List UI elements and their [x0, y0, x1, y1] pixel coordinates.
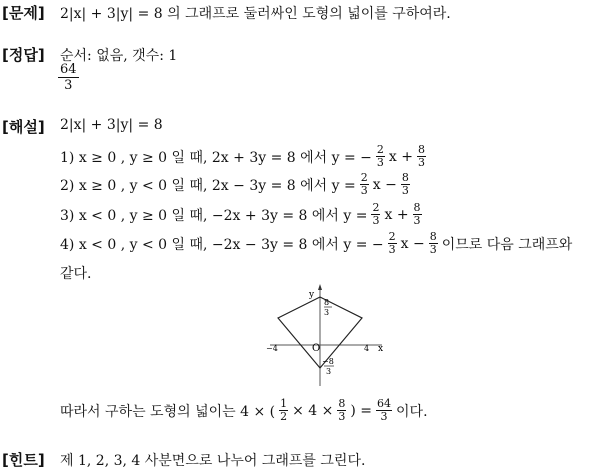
- fraction-num: 2: [388, 230, 396, 243]
- solution-case-line: [60, 231, 572, 256]
- case-intercept-fraction: [413, 202, 422, 227]
- solution-equation: 2|x| + 3|y| = 8: [60, 117, 163, 133]
- case-prefix: 4) x < 0 , y < 0 일 때, −2x − 3y = 8 에서 y = −: [60, 236, 384, 253]
- y-axis-label: y: [309, 290, 315, 300]
- answer-fraction-num: 64: [60, 62, 77, 77]
- fraction-den: 3: [413, 214, 421, 227]
- case-mid: x −: [372, 176, 397, 193]
- top-vertex-label-den: 3: [324, 308, 330, 317]
- origin-label: O: [312, 343, 321, 354]
- problem-tag: [문제]: [2, 4, 45, 22]
- case-prefix: 1) x ≥ 0 , y ≥ 0 일 때, 2x + 3y = 8 에서 y = −: [60, 149, 372, 166]
- case-intercept-fraction: [417, 144, 426, 169]
- conclusion-fraction-1: [279, 398, 288, 423]
- answer-fraction: [58, 62, 79, 93]
- fraction-den: 3: [372, 214, 380, 227]
- answer-tag: [정답]: [2, 46, 45, 64]
- solution-continuation: 같다.: [60, 266, 92, 282]
- fraction-num: 1: [280, 397, 288, 410]
- fraction-den: 3: [418, 156, 425, 169]
- fraction-num: 8: [401, 171, 409, 184]
- conclusion-mid-1: × 4 ×: [292, 402, 334, 419]
- fraction-den: 3: [401, 184, 409, 197]
- case-slope-fraction: [376, 144, 385, 169]
- case-mid: x −: [400, 235, 425, 252]
- top-vertex-label-num: 8: [324, 298, 330, 307]
- fraction-den: 3: [360, 184, 368, 197]
- solution-tag: [해설]: [2, 118, 45, 136]
- fraction-num: 8: [418, 143, 425, 156]
- left-vertex-label: −4: [266, 344, 278, 353]
- fraction-num: 2: [360, 171, 368, 184]
- case-mid: x +: [384, 206, 409, 223]
- conclusion-mid-2: ) =: [350, 402, 373, 419]
- fraction-num: 2: [372, 201, 380, 214]
- case-intercept-fraction: [429, 231, 438, 256]
- rhombus-graph: [262, 282, 392, 390]
- fraction-den: 3: [388, 243, 396, 256]
- conclusion-suffix: 이다.: [396, 403, 428, 420]
- y-axis-arrow: [318, 284, 322, 290]
- case-slope-fraction: [388, 231, 397, 256]
- fraction-num: 8: [429, 230, 437, 243]
- case-slope-fraction: [371, 202, 380, 227]
- bottom-vertex-label-den: 3: [326, 367, 332, 376]
- fraction-den: 3: [376, 156, 384, 169]
- case-prefix: 3) x < 0 , y ≥ 0 일 때, −2x + 3y = 8 에서 y =: [60, 207, 368, 224]
- x-axis-label: x: [378, 344, 384, 354]
- solution-case-line: [60, 202, 423, 227]
- fraction-num: 8: [413, 201, 421, 214]
- case-slope-fraction: [360, 172, 369, 197]
- hint-text: 제 1, 2, 3, 4 사분면으로 나누어 그래프를 그린다.: [60, 453, 366, 469]
- fraction-den: 3: [380, 410, 388, 423]
- case-prefix: 2) x ≥ 0 , y < 0 일 때, 2x − 3y = 8 에서 y =: [60, 177, 356, 194]
- problem-text: 2|x| + 3|y| = 8 의 그래프로 둘러싸인 도형의 넓이를 구하여라.: [60, 6, 451, 22]
- solution-case-line: [60, 144, 427, 169]
- fraction-den: 3: [429, 243, 437, 256]
- fraction-num: 8: [338, 397, 346, 410]
- fraction-num: 2: [376, 143, 384, 156]
- solution-conclusion: [60, 398, 428, 423]
- conclusion-fraction-3: [376, 398, 392, 423]
- hint-tag: [힌트]: [2, 451, 45, 469]
- fraction-den: 2: [280, 410, 288, 423]
- answer-text: 순서: 없음, 갯수: 1: [60, 48, 178, 64]
- conclusion-fraction-2: [337, 398, 346, 423]
- bottom-vertex-label-num: −8: [322, 357, 334, 366]
- case-intercept-fraction: [401, 172, 410, 197]
- case-mid: x +: [388, 148, 413, 165]
- solution-case-line: [60, 172, 411, 197]
- answer-fraction-den: 3: [64, 78, 73, 93]
- conclusion-prefix: 따라서 구하는 도형의 넓이는 4 × (: [60, 403, 276, 420]
- fraction-den: 3: [338, 410, 346, 423]
- fraction-num: 64: [377, 397, 392, 410]
- right-vertex-label: 4: [364, 344, 370, 353]
- case-tail: 이므로 다음 그래프와: [441, 236, 573, 253]
